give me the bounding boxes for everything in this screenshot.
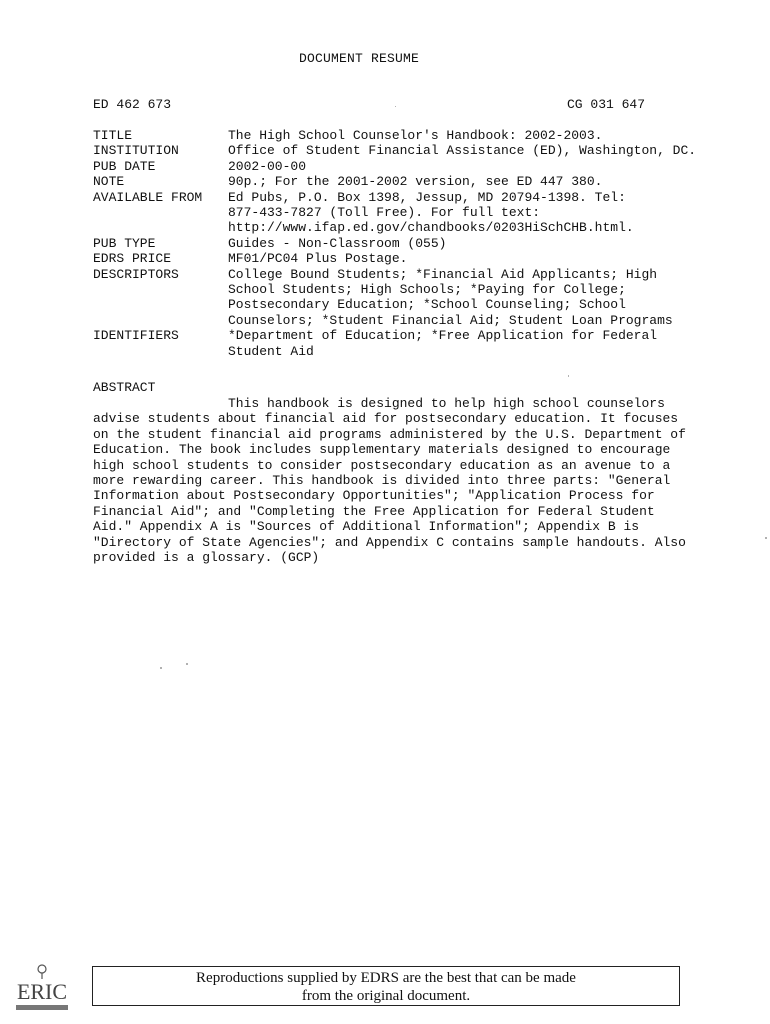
abstract-line: provided is a glossary. (GCP) [93, 550, 320, 566]
abstract-body [93, 396, 713, 565]
abstract-line: advise students about financial aid for postsecondary education. It focuses [93, 411, 679, 427]
notice-line: Reproductions supplied by EDRS are the best that can be made [196, 970, 576, 986]
field-value-line: Ed Pubs, P.O. Box 1398, Jessup, MD 20794-1398. Tel: [228, 189, 626, 205]
abstract-line: Financial Aid"; and "Completing the Free Application for Federal Student [93, 503, 655, 519]
abstract-line: Education. The book includes supplementary materials designed to encourage [93, 442, 671, 458]
eric-logo-icon [12, 963, 72, 1015]
field-edrs-price [93, 251, 733, 266]
metadata-fields [93, 128, 733, 359]
field-institution [93, 143, 733, 158]
field-identifiers [93, 328, 733, 359]
abstract-line: high school students to consider postsecondary education as an avenue to a [93, 457, 671, 473]
field-value [228, 236, 733, 251]
field-label: INSTITUTION [93, 143, 179, 159]
field-value-line: Postsecondary Education; *School Counseling; School [228, 297, 626, 313]
abstract-line: Aid." Appendix A is "Sources of Additional Information"; Appendix B is [93, 519, 640, 535]
field-value [228, 143, 733, 158]
field-descriptors [93, 267, 733, 329]
field-value-line: 90p.; For the 2001-2002 version, see ED 447 380. [228, 174, 603, 190]
abstract-line: This handbook is designed to help high school counselors [228, 396, 665, 411]
field-note [93, 174, 733, 189]
field-value-line: School Students; High Schools; *Paying for College; [228, 282, 626, 298]
scan-speck [765, 537, 767, 539]
abstract-line: Information about Postsecondary Opportunities"; "Application Process for [93, 488, 655, 504]
abstract-line: "Directory of State Agencies"; and Appendix C contains sample handouts. Also [93, 534, 686, 550]
field-title [93, 128, 733, 143]
field-value-line: The High School Counselor's Handbook: 2002-2003. [228, 128, 603, 143]
field-pub-type [93, 236, 733, 251]
scan-speck [568, 375, 569, 377]
document-heading: DOCUMENT RESUME [298, 51, 420, 66]
field-label: NOTE [93, 174, 125, 190]
field-value [228, 128, 733, 143]
field-label: PUB TYPE [93, 235, 156, 251]
field-value [228, 251, 733, 266]
notice-line: from the original document. [301, 988, 471, 1004]
field-label: DESCRIPTORS [93, 266, 179, 282]
field-pub-date [93, 159, 733, 174]
cg-number: CG 031 647 [567, 97, 646, 112]
field-value-line: 877-433-7827 (Toll Free). For full text: [228, 205, 541, 221]
field-label: PUB DATE [93, 158, 156, 174]
abstract-line: more rewarding career. This handbook is divided into three parts: "General [93, 473, 671, 489]
abstract-line: on the student financial aid programs administered by the U.S. Department of [93, 426, 686, 442]
field-value-line: Guides - Non-Classroom (055) [228, 235, 447, 251]
field-value-line: College Bound Students; *Financial Aid Applicants; High [228, 266, 658, 282]
ed-number: ED 462 673 [93, 97, 172, 112]
field-label: IDENTIFIERS [93, 328, 179, 344]
scan-speck [160, 667, 162, 669]
field-value-line: Counselors; *Student Financial Aid; Student Loan Programs [228, 312, 673, 328]
field-value [228, 328, 733, 359]
field-value-line: MF01/PC04 Plus Postage. [228, 251, 408, 267]
scan-speck [186, 663, 188, 665]
field-value [228, 174, 733, 189]
field-label: TITLE [93, 128, 133, 143]
reproduction-notice [92, 966, 680, 1006]
field-label: EDRS PRICE [93, 251, 172, 267]
field-available-from [93, 190, 733, 236]
field-value [228, 267, 733, 329]
eric-logo-text: ERIC [16, 979, 68, 1004]
full-text-link: http://www.ifap.ed.gov/chandbooks/0203HiSchCHB.html. [228, 220, 634, 236]
field-value-line: Student Aid [228, 343, 314, 359]
scan-speck [395, 106, 396, 107]
field-value-line: Office of Student Financial Assistance (ED), Washington, DC. [228, 143, 697, 159]
field-value [228, 190, 733, 236]
abstract-label: ABSTRACT [93, 380, 156, 395]
field-value-line: 2002-00-00 [228, 158, 307, 174]
field-label: AVAILABLE FROM [93, 189, 203, 205]
field-value [228, 159, 733, 174]
field-value-line: *Department of Education; *Free Application for Federal [228, 328, 658, 344]
